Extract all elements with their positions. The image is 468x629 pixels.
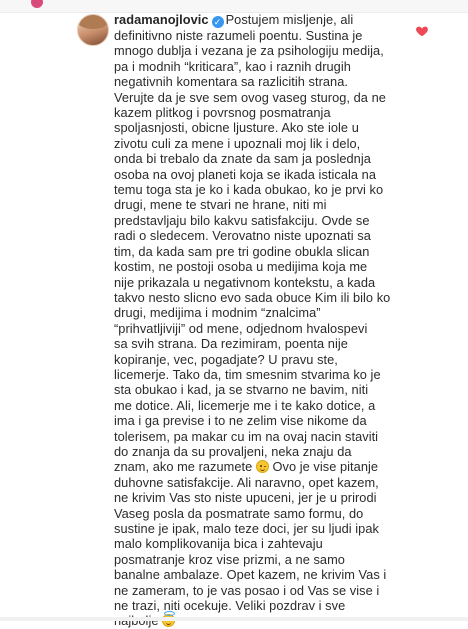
comment-line: negativnih komentara sa razlicitih strana. <box>114 74 348 90</box>
comment-username[interactable]: radamanojlovic <box>114 12 209 27</box>
comment-line: spoljasnjosti, obicne ljusture. Ako ste iole u <box>114 120 359 136</box>
comment-line: predstavljaju bilo kakvu satisfakciju. Ovde se <box>114 212 370 228</box>
comment-line: do znanja da su provaljeni, neka znaju da <box>114 443 352 459</box>
comment-line: malo komplikovanija bica i zahtevaju <box>114 536 323 552</box>
comment-line: drugi, medijima i modnim “znalcima” <box>114 305 321 321</box>
comment-line: kostim, ne postoji osoba u medijima koja me <box>114 259 368 275</box>
comment-line: duhovne satisfakcije. Ali naravno, opet kazem, <box>114 474 379 490</box>
comment-line: banalne ambalaze. Opet kazem, ne krivim Vas i <box>114 567 387 583</box>
comment-line: kopiranje, vec, pogadjate? U pravu ste, <box>114 351 338 367</box>
heart-icon[interactable] <box>415 24 429 38</box>
comment-line: radi o sledecem. Verovatno niste upoznati sa <box>114 228 371 244</box>
comment-line: zivotu culi za mene i upoznali moj lik i delo, <box>114 135 361 151</box>
comment-line: Verujte da je sve sem ovog vaseg sturog, da ne <box>114 89 386 105</box>
comment-line: ima i ga previse i to ne zelim vise nikome da <box>114 413 367 429</box>
comment-line: osoba na ovoj planeti koja se ikada isticala na <box>114 166 377 182</box>
verified-icon: ✓ <box>212 16 224 28</box>
comment-line: nije prikazala u negativnom kontekstu, a kada <box>114 274 376 290</box>
comment-line: ne krivim Vas sto niste upuceni, jer je u prirodi <box>114 490 377 506</box>
comment-line: Postujem misljenje, ali <box>225 12 354 27</box>
comment-line: posmatranje kroz vise prizmi, a ne samo <box>114 551 345 567</box>
winking-face-icon <box>256 460 269 473</box>
comment-line: ne zameram, to je vas posao i od Vas se vise i <box>114 582 380 598</box>
comment-line: definitivno niste razumeli poentu. Sustina je <box>114 28 363 43</box>
comment-line: mnogo dublja i vezana je za psihologiju medija, <box>114 43 384 59</box>
comment-line: onda bi trebalo da znate da sam ja poslednja <box>114 151 371 167</box>
avatar-hair <box>78 15 108 29</box>
comment-line: temu toga sta je ko i kada obukao, ko je prvi ko <box>114 182 384 198</box>
comment-line: pa i modnih “kriticara”, kao i raznih drugih <box>114 58 351 74</box>
comment-line: znam, ako me razumete <box>114 459 253 475</box>
comment-line: licemerje. Tako da, tim smesnim stvarima ko je <box>114 366 381 382</box>
comment-line: ne trazi, niti ocekuje. Veliki pozdrav i sve <box>114 598 346 614</box>
comment-line: me dotice. Ali, licemerje me i te kako dotice, a <box>114 397 376 413</box>
comment-line: sa svih strana. Da rezimiram, poenta nije <box>114 336 348 352</box>
comment-line: takvo nesto slicno evo sada obuce Kim ili bilo ko <box>114 289 391 305</box>
comment-text <box>114 12 414 629</box>
bottom-divider <box>0 617 468 621</box>
comment-line: sustine je ipak, malo teze doci, jer su ljudi ipak <box>114 521 379 536</box>
comment-line: tim, da kada sam pre tri godine obukla slican <box>114 243 370 259</box>
comment-line: kazem plitkog i povrsnog posmatranja <box>114 105 331 121</box>
comment-line: “prihvatljiviji” od mene, odjednom hvalospevi <box>114 320 368 336</box>
comment-line: drugi, mene te stvari ne hrane, niti mi <box>114 197 327 213</box>
comment-line: sta obukao i kad, ja se stvarno ne bavim, niti <box>114 382 369 398</box>
comment-line: tolerisem, pa makar cu im na ovaj nacin staviti <box>114 428 379 444</box>
comment-line: Vaseg posla da posmatrate samo formu, do <box>114 505 364 521</box>
comment-line: Ovo je vise pitanje <box>272 459 379 475</box>
previous-avatar-icon <box>31 0 43 8</box>
avatar[interactable] <box>77 14 109 46</box>
